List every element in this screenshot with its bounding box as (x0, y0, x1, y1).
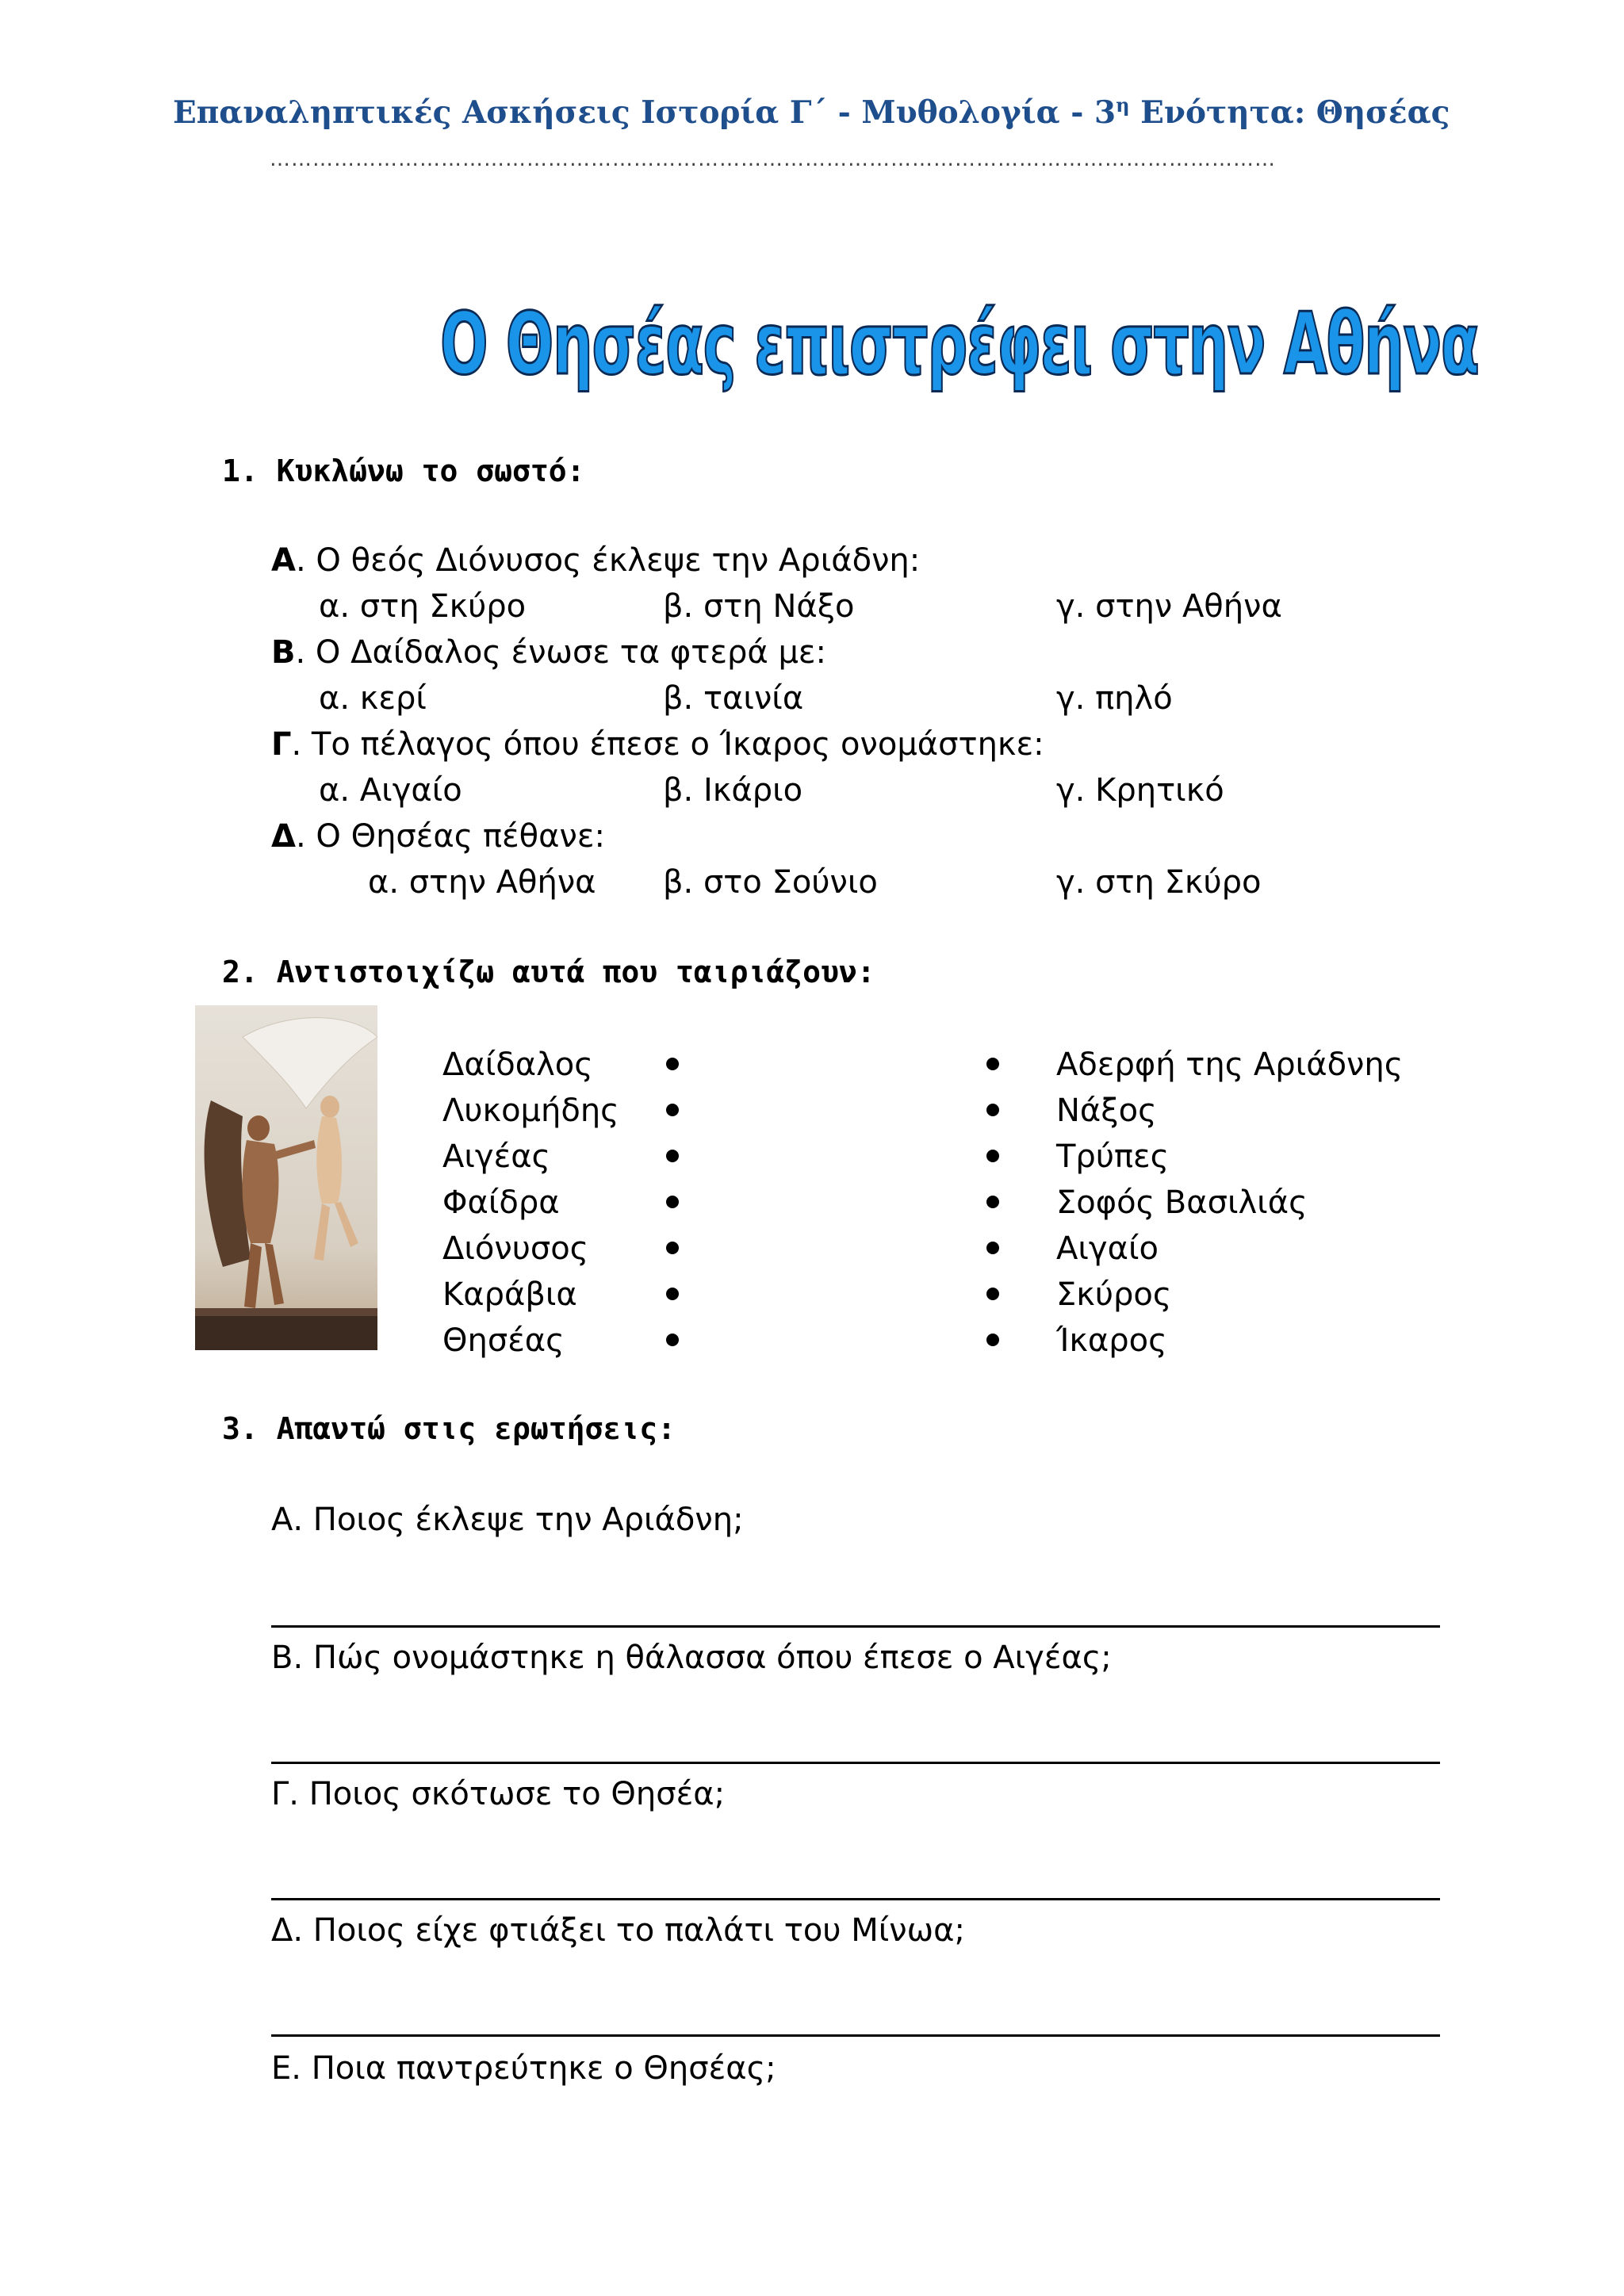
option-c-2: β. Ικάριο (663, 772, 803, 809)
option-d-3: γ. στη Σκύρο (1056, 864, 1262, 901)
question-letter: Β (271, 634, 296, 671)
header-text: Επαναληπτικές Ασκήσεις Ιστορία Γ΄ - Μυθολογία - 3 (173, 94, 1116, 131)
question-text: . Το πέλαγος όπου έπεσε ο Ίκαρος ονομάστηκε: (291, 726, 1044, 763)
match-left-item: Καράβια (442, 1276, 577, 1313)
header-superscript: η (1116, 94, 1130, 117)
match-dot-left[interactable] (666, 1196, 679, 1208)
match-dot-left[interactable] (666, 1288, 679, 1300)
header-text-rest: Ενότητα: Θησέας (1129, 94, 1450, 131)
question-text: . Ο Δαίδαλος ένωσε τα φτερά με: (295, 634, 826, 671)
match-left-item: Λυκομήδης (442, 1093, 619, 1129)
section3-heading: 3. Απαντώ στις ερωτήσεις: (222, 1411, 676, 1446)
option-a-1: α. στη Σκύρο (319, 588, 527, 625)
question-text: . Ο θεός Διόνυσος έκλεψε την Αριάδνη: (295, 542, 921, 579)
match-dot-left[interactable] (666, 1150, 679, 1162)
match-dot-right[interactable] (986, 1058, 999, 1070)
dotted-separator: …………………………………………………………………………………………………………………………… (270, 147, 1276, 171)
option-c-1: α. Αιγαίο (319, 772, 462, 809)
match-dot-right[interactable] (986, 1104, 999, 1116)
open-question: Δ. Ποιος είχε φτιάξει το παλάτι του Μίνωα; (271, 1912, 965, 1949)
section1-heading: 1. Κυκλώνω το σωστό: (222, 453, 585, 488)
match-right-item: Τρύπες (1056, 1138, 1170, 1175)
question-d (271, 818, 605, 855)
page-header (173, 94, 1450, 131)
open-question: Β. Πώς ονομάστηκε η θάλασσα όπου έπεσε ο Αιγέας; (271, 1640, 1112, 1676)
option-a-2: β. στη Νάξο (663, 588, 855, 625)
daedalus-icarus-painting (195, 1005, 377, 1350)
match-dot-right[interactable] (986, 1334, 999, 1346)
match-right-item: Σκύρος (1056, 1276, 1172, 1313)
match-dot-right[interactable] (986, 1196, 999, 1208)
option-b-2: β. ταινία (663, 680, 804, 717)
match-dot-right[interactable] (986, 1288, 999, 1300)
match-right-item: Αδερφή της Αριάδνης (1056, 1047, 1404, 1083)
match-left-item: Θησέας (442, 1322, 565, 1359)
match-right-item: Σοφός Βασιλιάς (1056, 1184, 1308, 1221)
open-question: Α. Ποιος έκλεψε την Αριάδνη; (271, 1502, 744, 1538)
option-d-1: α. στην Αθήνα (368, 864, 596, 901)
match-dot-left[interactable] (666, 1104, 679, 1116)
match-dot-left[interactable] (666, 1058, 679, 1070)
match-right-item: Νάξος (1056, 1093, 1157, 1129)
open-question: Γ. Ποιος σκότωσε το Θησέα; (271, 1776, 726, 1812)
section2-heading: 2. Αντιστοιχίζω αυτά που ταιριάζουν: (222, 955, 875, 989)
open-question: Ε. Ποια παντρεύτηκε ο Θησέας; (271, 2050, 776, 2087)
match-dot-left[interactable] (666, 1334, 679, 1346)
option-a-3: γ. στην Αθήνα (1056, 588, 1282, 625)
option-b-3: γ. πηλό (1056, 680, 1173, 717)
option-b-1: α. κερί (319, 680, 427, 717)
match-left-item: Φαίδρα (442, 1184, 560, 1221)
question-letter: Γ (271, 726, 292, 763)
match-dot-left[interactable] (666, 1242, 679, 1254)
option-d-2: β. στο Σούνιο (663, 864, 878, 901)
answer-line[interactable] (271, 2034, 1440, 2037)
option-c-3: γ. Κρητικό (1056, 772, 1224, 809)
match-left-item: Δαίδαλος (442, 1047, 593, 1083)
answer-line[interactable] (271, 1762, 1440, 1764)
answer-line[interactable] (271, 1625, 1440, 1628)
match-left-item: Αιγέας (442, 1138, 551, 1175)
match-right-item: Ίκαρος (1056, 1322, 1167, 1359)
question-c (271, 726, 1044, 763)
match-right-item: Αιγαίο (1056, 1230, 1159, 1267)
answer-line[interactable] (271, 1898, 1440, 1900)
question-text: . Ο Θησέας πέθανε: (295, 818, 605, 855)
match-dot-right[interactable] (986, 1150, 999, 1162)
question-b (271, 634, 826, 671)
match-left-item: Διόνυσος (442, 1230, 589, 1267)
page-title: Ο Θησέας επιστρέφει στην Αθήνα (440, 295, 1479, 394)
match-dot-right[interactable] (986, 1242, 999, 1254)
question-a (271, 542, 920, 579)
question-letter: Α (271, 542, 296, 579)
question-letter: Δ (271, 818, 296, 855)
